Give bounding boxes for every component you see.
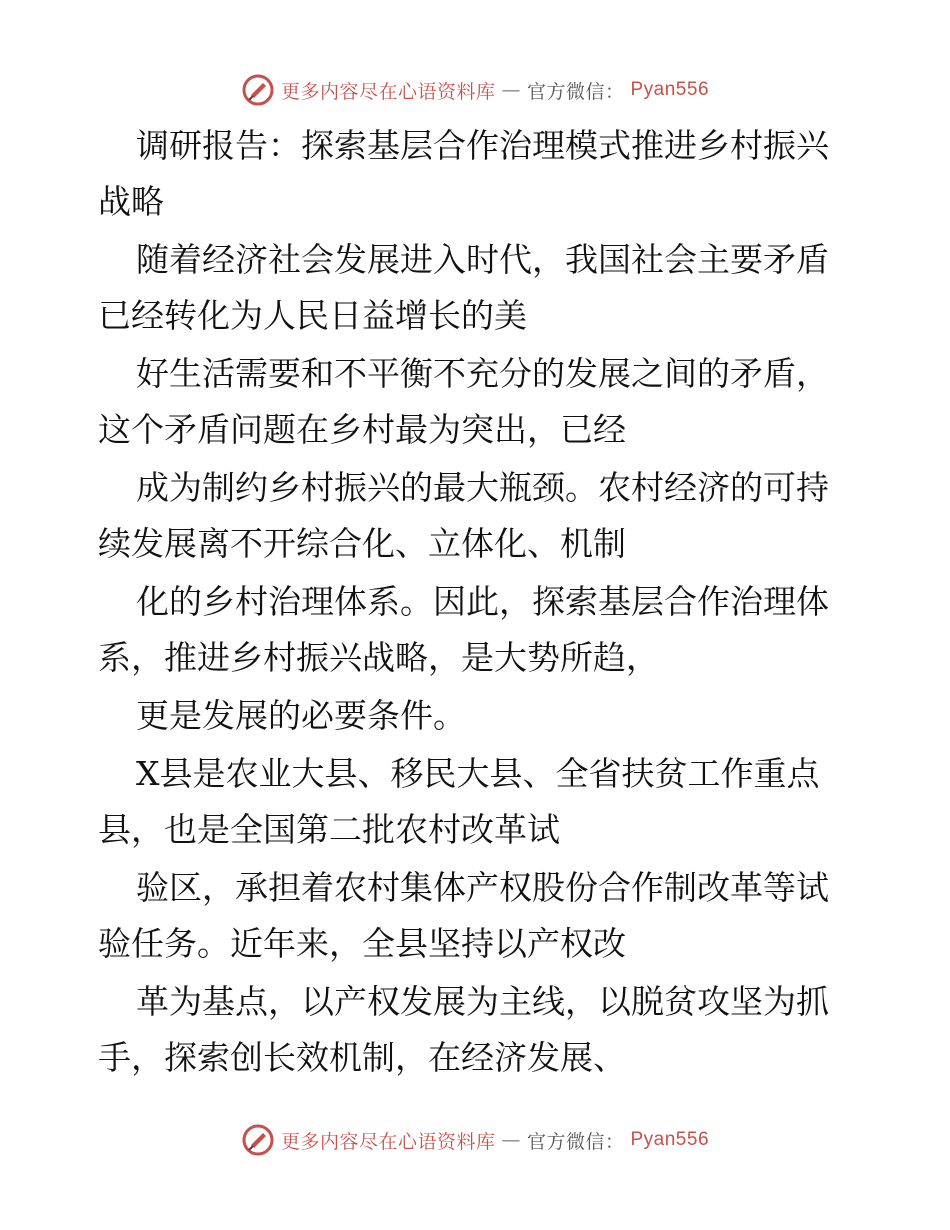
document-body <box>98 118 858 1088</box>
brand-logo-icon <box>241 1123 275 1157</box>
paragraph-line: 续发展离不开综合化、立体化、机制 <box>98 524 626 563</box>
paragraph <box>98 232 858 344</box>
paragraph-line: 验任务。近年来，全县坚持以产权改 <box>98 924 626 963</box>
paragraph-line: 成为制约乡村振兴的最大瓶颈。农村经济的可持 <box>136 468 829 507</box>
watermark-separator: — <box>501 79 521 101</box>
paragraph-line: 县，也是全国第二批农村改革试 <box>98 810 560 849</box>
paragraph <box>98 746 858 858</box>
paragraph <box>98 346 858 458</box>
paragraph-line: 手，探索创长效机制，在经济发展、 <box>98 1038 626 1077</box>
paragraph-line: 验区，承担着农村集体产权股份合作制改革等试 <box>136 868 829 907</box>
paragraph-line: 这个矛盾问题在乡村最为突出，已经 <box>98 410 626 449</box>
footer-watermark <box>0 1120 950 1160</box>
paragraph <box>98 460 858 572</box>
paragraph-line: 系，推进乡村振兴战略，是大势所趋， <box>98 638 659 677</box>
paragraph-line: 好生活需要和不平衡不充分的发展之间的矛盾， <box>136 354 829 393</box>
paragraph-title <box>98 118 858 230</box>
watermark-separator: — <box>501 1129 521 1151</box>
paragraph-line: 随着经济社会发展进入时代，我国社会主要矛盾 <box>136 240 829 279</box>
watermark-label: 官方微信： <box>526 1130 625 1153</box>
paragraph-line: X县是农业大县、移民大县、全省扶贫工作重点 <box>136 754 820 793</box>
paragraph <box>98 574 858 686</box>
header-watermark <box>0 70 950 110</box>
watermark-text: 更多内容尽在心语资料库 <box>280 80 496 103</box>
paragraph <box>98 860 858 972</box>
watermark-label: 官方微信： <box>526 80 625 103</box>
paragraph-line: 调研报告：探索基层合作治理模式推进乡村振兴 <box>136 126 829 165</box>
paragraph-line: 更是发展的必要条件。 <box>136 696 466 735</box>
paragraph <box>98 974 858 1086</box>
paragraph-line: 化的乡村治理体系。因此，探索基层合作治理体 <box>136 582 829 621</box>
watermark-id: Pyan556 <box>630 79 710 100</box>
watermark-text: 更多内容尽在心语资料库 <box>280 1130 496 1153</box>
paragraph-line: 已经转化为人民日益增长的美 <box>98 296 527 335</box>
brand-logo-icon <box>241 73 275 107</box>
paragraph <box>98 688 858 744</box>
watermark-id: Pyan556 <box>630 1129 710 1150</box>
paragraph-line: 战略 <box>98 182 164 221</box>
paragraph-line: 革为基点，以产权发展为主线，以脱贫攻坚为抓 <box>136 982 829 1021</box>
